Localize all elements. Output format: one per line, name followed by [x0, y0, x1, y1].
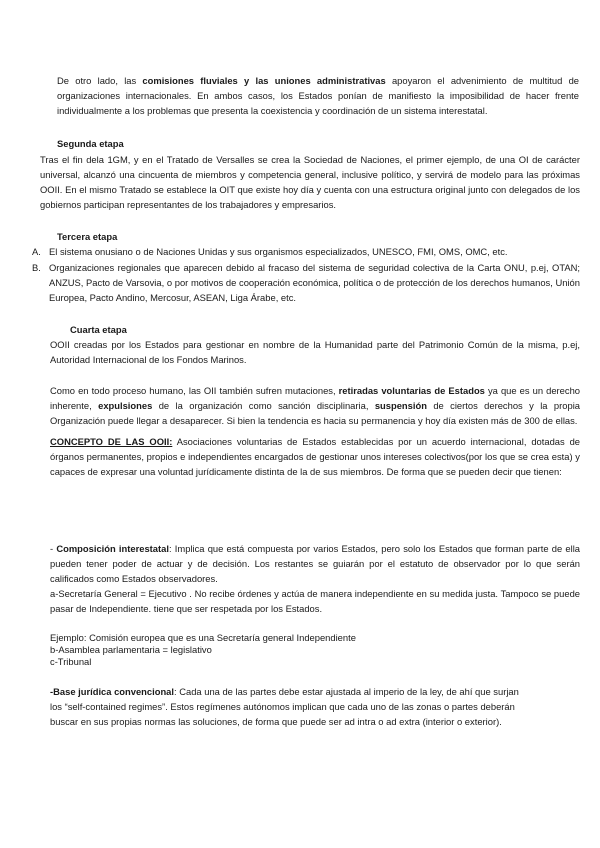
- p1-bold: comisiones fluviales y las uniones administrativas: [142, 75, 386, 86]
- paragraph-mutaciones: [50, 383, 580, 428]
- p6-bold: Composición interestatal: [56, 543, 169, 554]
- concepto-heading: CONCEPTO DE LAS OOII:: [50, 436, 173, 447]
- list-text-b: Organizaciones regionales que aparecen debido al fracaso del sistema de seguridad colectiva de la Carta ONU, p.ej, OTAN; ANZUS, Pacto de Varsovia, o por motivos de cooperación económica, política o de protección de los derechos humanos, Unión Europea, Pacto Andino, Mercosur, ASEAN, Liga Árabe, etc.: [49, 262, 580, 303]
- p6-secretaria: a-Secretaría General = Ejecutivo . No recibe órdenes y actúa de manera independiente en su medida justa. Tampoco se puede pasar de Independiente. tiene que ser respetada por los Estados.: [50, 588, 580, 614]
- p4-e: de ciertos derechos y la propia Organización puede llegar a desaparecer. Si bien la tendencia es hacia su permanencia y hoy día existen más de 300 de ellas.: [50, 400, 580, 426]
- paragraph-ejemplo: [50, 632, 580, 668]
- ejemplo-line-1: Ejemplo: Comisión europea que es una Secretaría general Independiente: [50, 632, 356, 643]
- paragraph-concepto: [50, 434, 580, 479]
- p4-d: de la organización como sanción disciplinaria,: [152, 400, 375, 411]
- p8-l3: buscar en sus propias normas las soluciones, de forma que puede ser ad intra o ad extra (interior o exterior).: [50, 716, 502, 727]
- heading-segunda-etapa: Segunda etapa: [57, 138, 124, 149]
- p8-bold: -Base jurídica convencional: [50, 686, 174, 697]
- list-marker-b: B.: [32, 262, 41, 273]
- ejemplo-line-2: b-Asamblea parlamentaria = legislativo: [50, 644, 212, 655]
- p1-post: apoyaron el advenimiento de multitud de organizaciones internacionales. En ambos casos, los Estados ponían de manifiesto la imposibilidad de hacer frente individualmente a los problemas que presenta la coexistencia y coordinación de un sistema interestatal.: [57, 75, 579, 116]
- p6-dash: -: [50, 543, 57, 554]
- list-text-a: El sistema onusiano o de Naciones Unidas y sus organismos especializados, UNESCO, FMI, OMS, OMC, etc.: [49, 246, 508, 257]
- p4-retiradas: retiradas voluntarias de Estados: [338, 385, 485, 396]
- paragraph-base-juridica: [50, 684, 580, 729]
- list-marker-a: A.: [32, 246, 41, 257]
- p4-c: ya que es un derecho inherente,: [50, 385, 580, 411]
- concepto-text: Asociaciones voluntarias de Estados establecidas por un acuerdo internacional, dotadas de órganos permanentes, propios e independientes encargados de gestionar unos intereses colectivos(por los que se crea esta) y capaces de expresar una voluntad jurídicamente distinta de la de sus miembros. De forma que se pueden decir que tienen:: [50, 436, 580, 477]
- list-item-a: [32, 244, 580, 259]
- p1-pre: De otro lado, las: [57, 75, 143, 86]
- p8-l1: : Cada una de las partes debe estar ajustada al imperio de la ley, de ahí que surjan: [174, 686, 519, 697]
- heading-cuarta-etapa: Cuarta etapa: [70, 324, 127, 335]
- p4-a: Como en todo proceso humano, las OII también sufren mutaciones,: [50, 385, 339, 396]
- heading-tercera-etapa: Tercera etapa: [57, 231, 118, 242]
- p6-post: : Implica que está compuesta por varios Estados, pero solo los Estados que forman parte de ella pueden tener poder de actuar y de decisión. Los restantes se guiarán por el estatuto de observador por lo que serán calificados como Estados observadores.: [50, 543, 580, 584]
- ejemplo-line-3: c-Tribunal: [50, 656, 92, 667]
- list-item-b: [32, 260, 580, 305]
- paragraph-segunda-etapa: Tras el fin dela 1GM, y en el Tratado de Versalles se crea la Sociedad de Naciones, el primer ejemplo, de una OI de carácter universal, alcanzó una cincuenta de miembros y competencia general, inclusive político, y servirá de modelo para las próximas OOII. En el mismo Tratado se establece la OIT que existe hoy día y cuenta con una estructura original junto con delegados de los gobiernos participan representantes de los trabajadores y empresarios.: [40, 154, 580, 210]
- paragraph-composicion: [50, 541, 580, 616]
- p4-expulsiones: expulsiones: [98, 400, 153, 411]
- p4-suspension: suspensión: [374, 400, 427, 411]
- paragraph-cuarta-etapa: OOII creadas por los Estados para gestionar en nombre de la Humanidad parte del Patrimonio Común de la misma, p.ej, Autoridad Internacional de los Fondos Marinos.: [50, 339, 580, 365]
- paragraph-comisiones: [57, 73, 579, 118]
- p8-l2: los “self-contained regimes”. Estos regímenes autónomos implican que cada uno de las zonas o partes deberán: [50, 701, 515, 712]
